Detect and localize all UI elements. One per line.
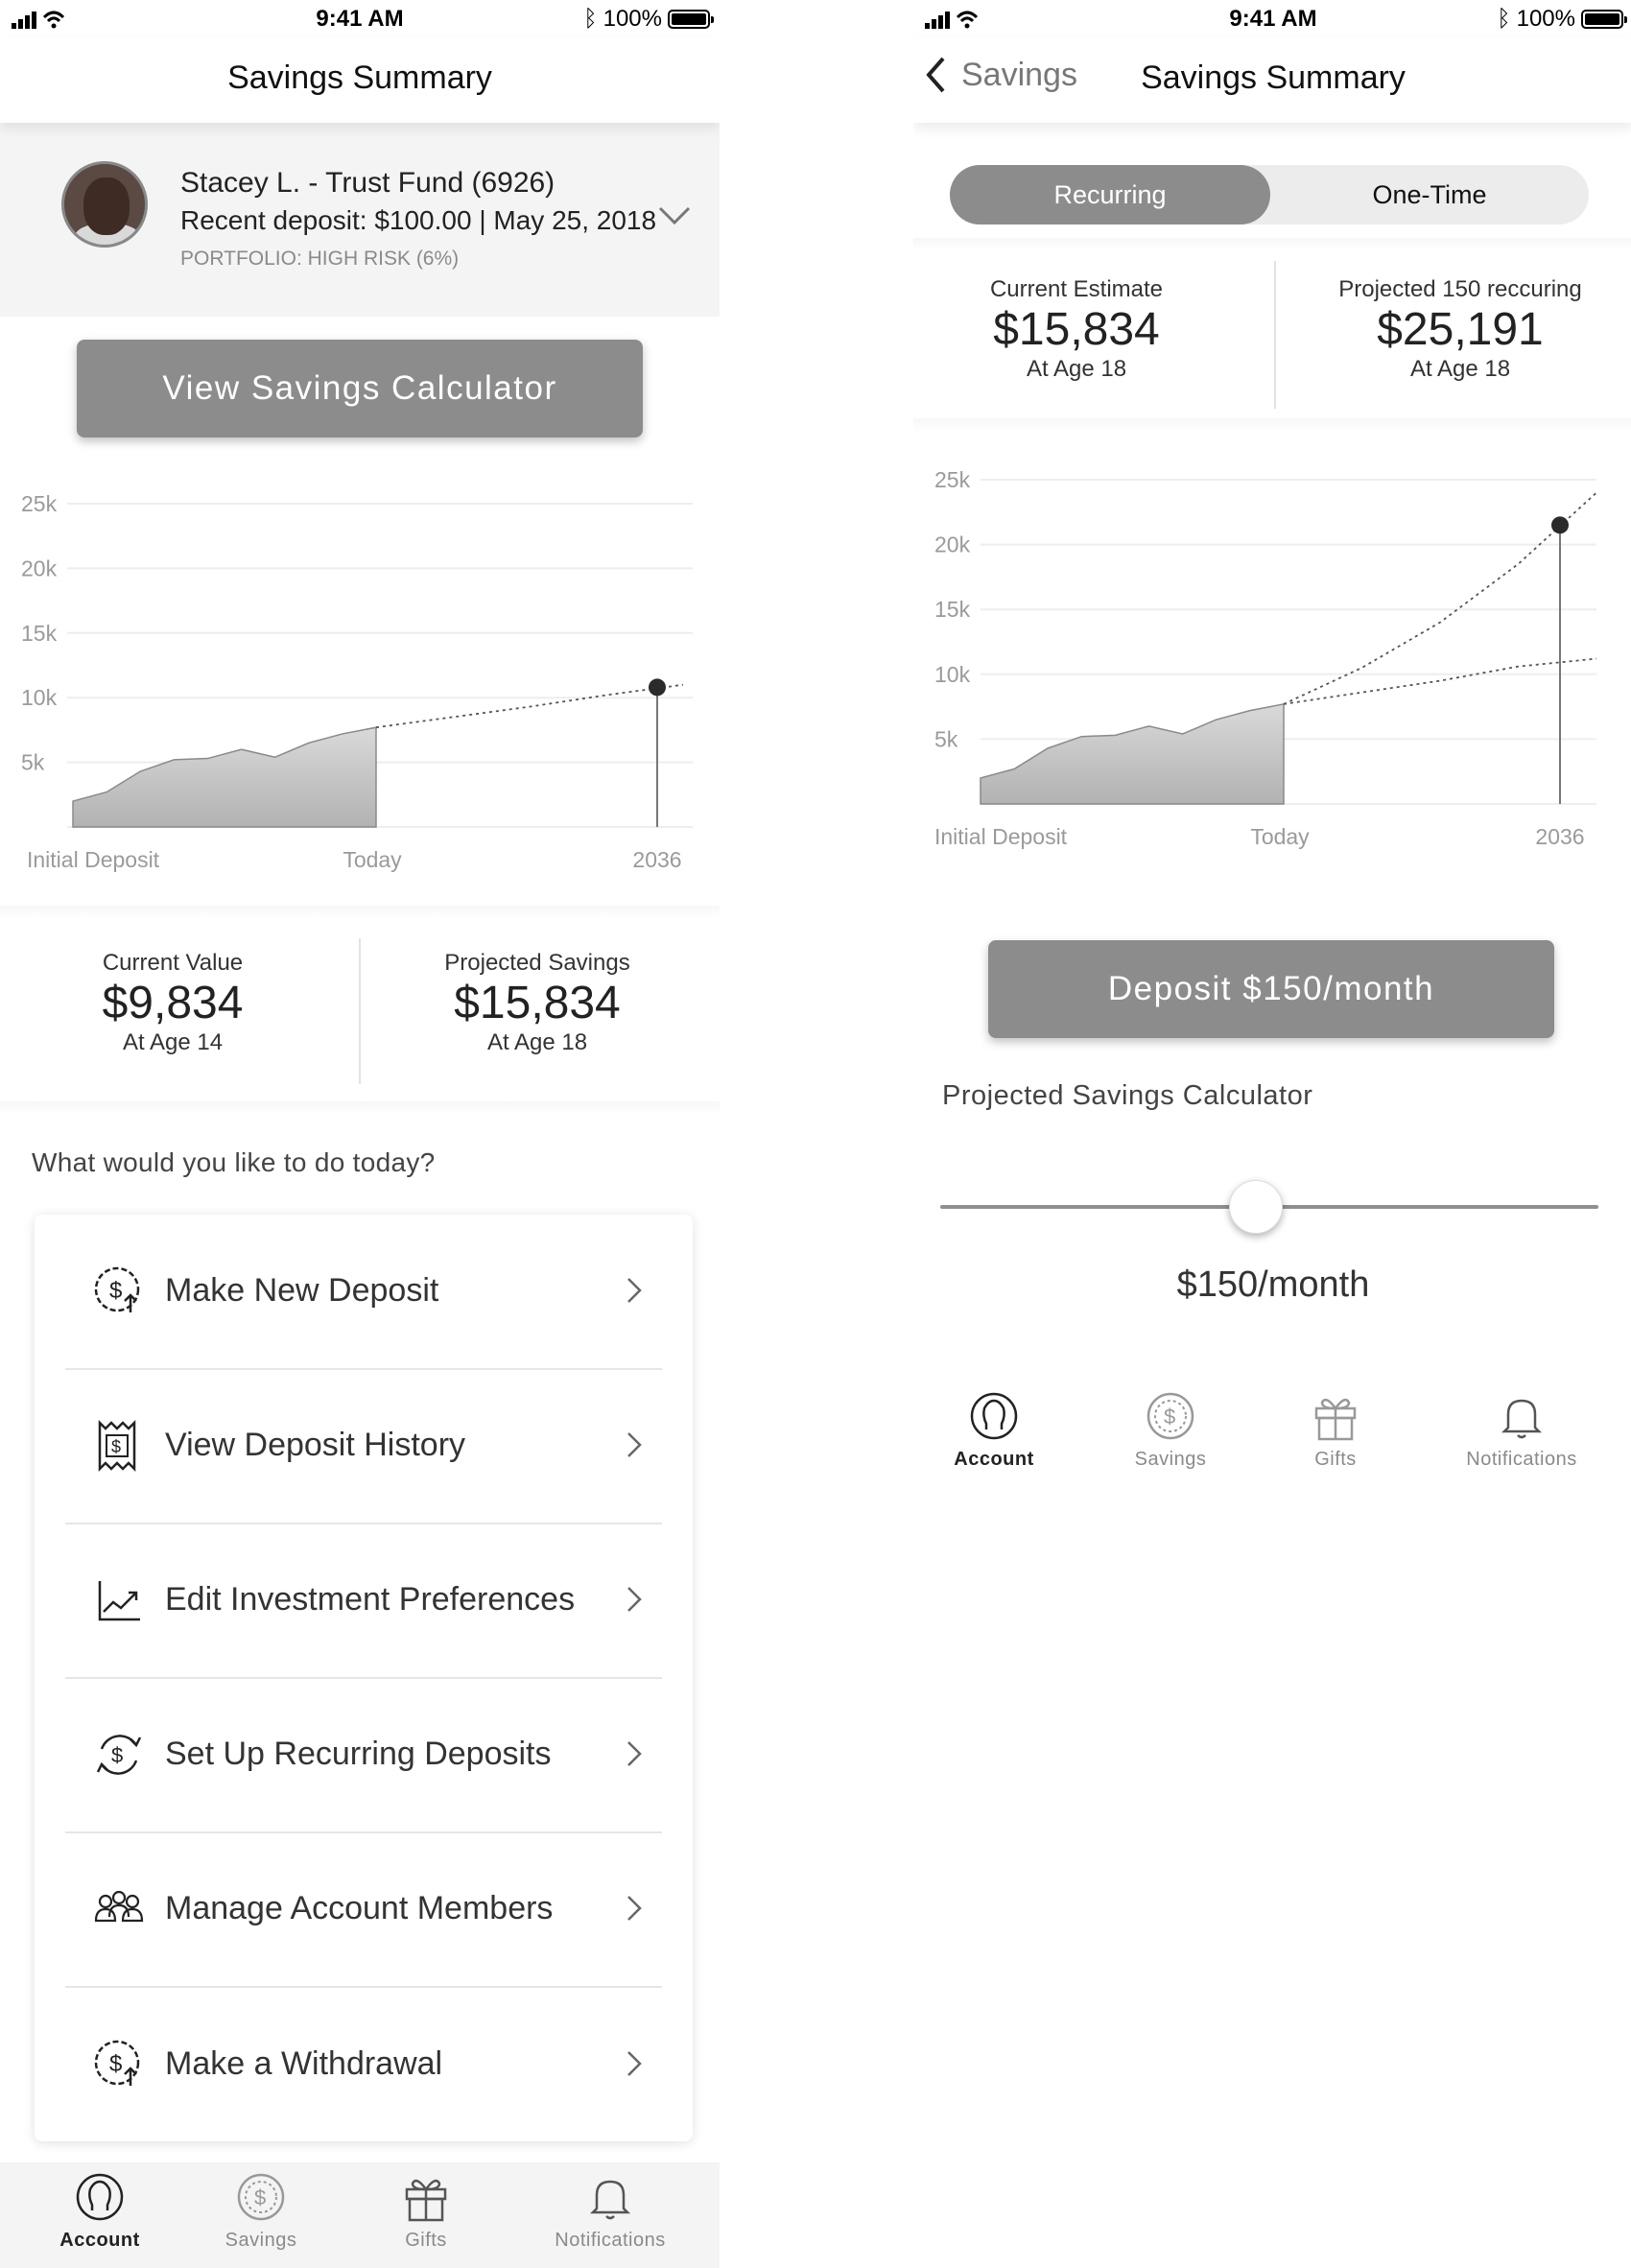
- deposit-type-toggle: [950, 165, 1589, 224]
- gift-icon: [1311, 1391, 1360, 1441]
- menu-item-label: Manage Account Members: [165, 1890, 554, 1926]
- account-name: Stacey L. - Trust Fund (6926): [180, 167, 555, 199]
- current-estimate-label: Current Estimate: [989, 276, 1164, 302]
- projected-savings-age: At Age 18: [486, 1028, 588, 1055]
- slider-thumb[interactable]: [1229, 1180, 1283, 1234]
- menu-item-make-a-withdrawal[interactable]: [35, 1988, 693, 2141]
- divider: [0, 906, 720, 919]
- y-tick-label: 20k: [21, 555, 58, 581]
- tab-gifts[interactable]: [340, 2162, 512, 2268]
- status-time: 9:41 AM: [316, 6, 404, 32]
- y-tick-label: 25k: [21, 491, 58, 516]
- x-tick-label: Initial Deposit: [934, 824, 1068, 849]
- menu-item-set-up-recurring-deposits[interactable]: [35, 1678, 693, 1831]
- menu-item-manage-account-members[interactable]: [35, 1832, 693, 1986]
- avatar: [61, 161, 148, 248]
- projected-recurring-amount: $25,191: [1377, 304, 1544, 355]
- y-tick-label: 15k: [21, 620, 58, 646]
- people-icon: [92, 1882, 146, 1936]
- tab-account[interactable]: [13, 2162, 186, 2268]
- y-tick-label: 10k: [934, 661, 971, 687]
- tab-notifications[interactable]: [524, 2162, 697, 2268]
- y-tick-label: 20k: [934, 532, 971, 557]
- x-tick-label: 2036: [1535, 824, 1585, 849]
- svg-text:$: $: [1164, 1405, 1176, 1429]
- current-value-stat: [58, 950, 288, 1056]
- projected-savings-amount: $15,834: [454, 978, 621, 1028]
- projected-savings-label: Projected Savings: [444, 950, 630, 976]
- status-time: 9:41 AM: [1229, 6, 1317, 32]
- tab-account[interactable]: [913, 1382, 1080, 1487]
- segment-recurring[interactable]: Recurring: [950, 165, 1270, 224]
- tab-label: Savings: [225, 2230, 297, 2251]
- menu-item-make-new-deposit[interactable]: [35, 1215, 693, 1368]
- menu-item-view-deposit-history[interactable]: [35, 1369, 693, 1523]
- current-estimate-age: At Age 18: [1026, 355, 1127, 382]
- actions-prompt: What would you like to do today?: [32, 1147, 436, 1177]
- current-estimate-stat: [961, 276, 1192, 383]
- menu-item-label: Set Up Recurring Deposits: [165, 1736, 552, 1772]
- portfolio-risk: PORTFOLIO: HIGH RISK (6%): [180, 248, 460, 270]
- projected-recurring-label: Projected 150 reccuring: [1338, 276, 1582, 302]
- tab-gifts[interactable]: [1249, 1382, 1422, 1487]
- projection-chart: [913, 441, 1631, 883]
- bell-icon: [1497, 1391, 1547, 1441]
- back-label: Savings: [961, 56, 1077, 93]
- bluetooth-icon: ᛒ: [583, 6, 598, 32]
- tab-label: Notifications: [555, 2230, 666, 2251]
- withdrawal-coin-icon: [92, 2038, 146, 2091]
- menu-item-edit-investment-preferences[interactable]: [35, 1524, 693, 1677]
- history-area: [73, 727, 376, 827]
- page-title: Savings Summary: [227, 59, 492, 96]
- current-value-age: At Age 14: [122, 1028, 224, 1055]
- account-icon: [969, 1391, 1019, 1441]
- recent-deposit: Recent deposit: $100.00 | May 25, 2018: [180, 205, 657, 235]
- stat-divider: [1274, 261, 1276, 409]
- tab-label: Gifts: [405, 2230, 447, 2251]
- current-estimate-amount: $15,834: [993, 304, 1160, 355]
- deposit-button[interactable]: Deposit $150/month: [988, 940, 1554, 1038]
- account-icon: [75, 2172, 125, 2222]
- bell-icon: [585, 2172, 635, 2222]
- projected-savings-stat: [413, 950, 662, 1056]
- receipt-icon: [92, 1419, 146, 1473]
- savings-summary-screen: [0, 0, 720, 2268]
- svg-text:$: $: [109, 1278, 123, 1304]
- menu-item-label: Edit Investment Preferences: [165, 1581, 576, 1618]
- tab-savings[interactable]: [175, 2162, 347, 2268]
- tab-notifications[interactable]: [1435, 1382, 1608, 1487]
- x-tick-label: 2036: [632, 847, 682, 872]
- battery-icon: [1581, 10, 1623, 29]
- svg-text:$: $: [109, 2051, 123, 2077]
- savings-icon: [236, 2172, 286, 2222]
- x-tick-label: Today: [343, 847, 402, 872]
- slider-value: $150/month: [1176, 1264, 1370, 1305]
- deposit-coin-icon: [92, 1264, 146, 1318]
- status-bar: [0, 0, 720, 38]
- chevron-down-icon[interactable]: [658, 205, 691, 226]
- x-tick-label: Today: [1250, 824, 1310, 849]
- divider: [913, 418, 1631, 432]
- battery-percent: 100%: [1516, 6, 1575, 32]
- marker-point: [649, 678, 666, 696]
- navigation-bar: [913, 38, 1631, 123]
- y-tick-label: 25k: [934, 467, 971, 492]
- tab-bar: [0, 2162, 720, 2268]
- actions-menu: [35, 1215, 693, 2141]
- svg-text:$: $: [111, 1437, 122, 1456]
- account-selector[interactable]: [0, 123, 720, 317]
- svg-text:$: $: [254, 2185, 267, 2209]
- projected-recurring-stat: [1297, 276, 1623, 383]
- projection-line: [376, 685, 683, 727]
- marker-point: [1551, 516, 1569, 533]
- chevron-right-icon: [626, 1430, 643, 1459]
- battery-icon: [668, 10, 710, 29]
- recurring-dollar-icon: [92, 1728, 146, 1782]
- bluetooth-icon: ᛒ: [1497, 6, 1511, 32]
- chevron-right-icon: [626, 1276, 643, 1305]
- savings-icon: [1146, 1391, 1195, 1441]
- page-title: Savings Summary: [1141, 59, 1406, 96]
- monthly-amount-slider[interactable]: [940, 1178, 1598, 1236]
- projection-chart-svg: [913, 441, 1631, 883]
- view-savings-calculator-button[interactable]: View Savings Calculator: [77, 340, 643, 437]
- tab-label: Notifications: [1466, 1449, 1577, 1470]
- savings-chart: [0, 461, 720, 902]
- projected-recurring-age: At Age 18: [1409, 355, 1511, 382]
- y-tick-label: 10k: [21, 685, 58, 711]
- battery-percent: 100%: [603, 6, 662, 32]
- navigation-bar: [0, 38, 720, 123]
- calculator-label: Projected Savings Calculator: [942, 1080, 1313, 1111]
- tab-label: Gifts: [1314, 1449, 1357, 1470]
- menu-item-label: View Deposit History: [165, 1427, 466, 1463]
- tab-savings[interactable]: [1084, 1382, 1257, 1487]
- chevron-right-icon: [626, 1739, 643, 1768]
- tab-label: Savings: [1134, 1449, 1207, 1470]
- menu-item-label: Make a Withdrawal: [165, 2045, 443, 2082]
- divider: [0, 1101, 720, 1115]
- gift-icon: [401, 2172, 451, 2222]
- divider: [913, 238, 1631, 251]
- history-area: [981, 704, 1284, 804]
- y-tick-label: 15k: [934, 597, 971, 623]
- line-chart-icon: [92, 1573, 146, 1627]
- y-tick-label: 5k: [21, 749, 45, 775]
- savings-calculator-screen: [913, 0, 1631, 2268]
- savings-chart-svg: [0, 461, 720, 902]
- svg-text:$: $: [111, 1743, 124, 1767]
- y-tick-label: 5k: [934, 726, 958, 752]
- projection-line-recurring: [1284, 493, 1596, 704]
- stat-divider: [359, 938, 361, 1084]
- current-value-label: Current Value: [102, 950, 244, 976]
- segment-one-time[interactable]: One-Time: [1372, 180, 1487, 209]
- tab-label: Account: [954, 1449, 1034, 1470]
- menu-item-label: Make New Deposit: [165, 1272, 439, 1309]
- projection-line-one-time: [1284, 659, 1596, 704]
- tab-bar: [913, 1382, 1631, 1487]
- chevron-right-icon: [626, 1585, 643, 1614]
- x-tick-label: Initial Deposit: [27, 847, 160, 872]
- status-bar: [913, 0, 1631, 38]
- chevron-right-icon: [626, 1894, 643, 1923]
- chevron-right-icon: [626, 2049, 643, 2078]
- current-value-amount: $9,834: [102, 978, 244, 1028]
- tab-label: Account: [59, 2230, 140, 2251]
